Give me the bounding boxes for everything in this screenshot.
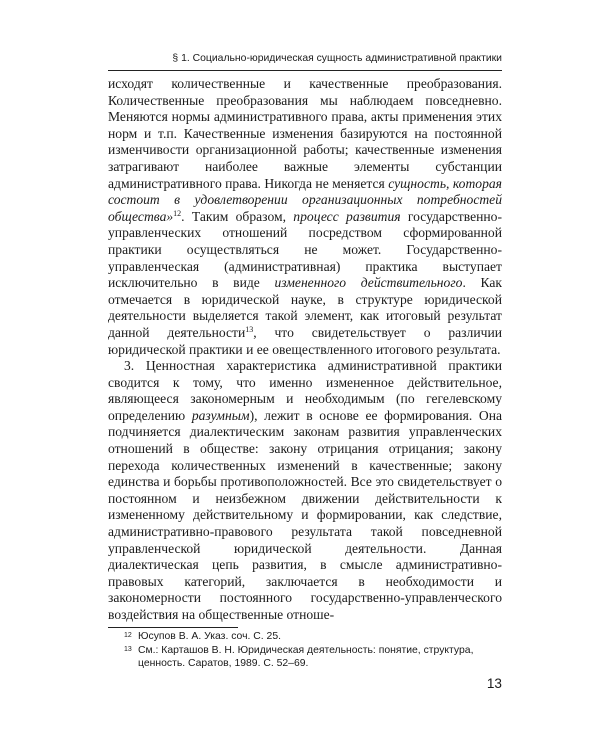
paragraph-2 [108, 358, 502, 624]
footnote-number: 12 [124, 632, 132, 639]
footnote-text: См.: Карташов В. Н. Юридическая деятельность: понятие, структура, ценность. Саратов, 1989. С. 52–69. [138, 644, 474, 669]
footnote-text: Юсупов В. А. Указ. соч. С. 25. [138, 631, 281, 642]
footnote-divider [108, 627, 238, 628]
footnote-ref-13[interactable]: 13 [245, 324, 254, 334]
main-text [108, 76, 502, 624]
p1-text-5: , что свидетельствует о различии юридической практики и ее овеществленного итогового результата. [108, 324, 502, 357]
p1-text-4: . Как отмечается в юридической науке, в структуре юридической деятельности выделяется такой элемент, как итоговый результат данной деятельности [108, 275, 503, 340]
footnote-13 [108, 644, 502, 671]
p2-text-2: ), лежит в основе ее формирования. Она подчиняется диалектическим законам развития управленческих отношений в обществе: закону отрицания отрицания; закону перехода количественных изменений в качественные; закону единства и борьбы противоположностей. Все это свидетельствует о постоянном и неизбежном движении действительности к измененному действительному и формировании, как следствие, административно-правового результата такой повседневной управленческой юридической деятельности. Данная диалектическая цепь развития, в смысле административно-правовых категорий, заключается в необходимости и закономерности постоянного государственно-управленческого воздействия на общественные отноше- [108, 407, 503, 622]
p1-text-2: . Таким образом, [181, 208, 294, 224]
footnote-number: 13 [124, 645, 132, 653]
p1-text-3: государственно-управленческих отношений посредством сформированной практики осуществляться не может. Государственно-управленческая (административная) практика выступает исключительно в виде [108, 208, 502, 291]
footnote-12 [108, 630, 502, 644]
p1-italic-3: измененного действительного [274, 275, 463, 291]
p2-italic-1: разумным [191, 407, 250, 423]
page-number: 13 [486, 676, 502, 691]
p2-text-1: 3. Ценностная характеристика административной практики сводится к тому, что именно измененное действительное, являющееся закономерным и необходимым (по гегелевскому определению [108, 358, 502, 423]
p1-italic-2: процесс развития [293, 208, 401, 224]
paragraph-1 [108, 76, 502, 358]
footnotes [108, 630, 502, 671]
running-head: § 1. Социально-юридическая сущность административной практики [108, 48, 502, 71]
p1-text-1: исходят количественные и качественные преобразования. Количественные преобразования мы наблюдаем повседневно. Меняются нормы административного права, акты применения этих норм и т.п. Качественные изменения базируются на постоянной изменчивости организационной работы; качественные изменения затрагивают наиболее важные элементы субстанции административного права. Никогда не меняется [108, 76, 502, 191]
footnote-ref-12[interactable]: 12 [173, 208, 182, 218]
p1-italic-1: сущность, которая состоит в удовлетворении организационных потребностей общества» [108, 175, 502, 224]
